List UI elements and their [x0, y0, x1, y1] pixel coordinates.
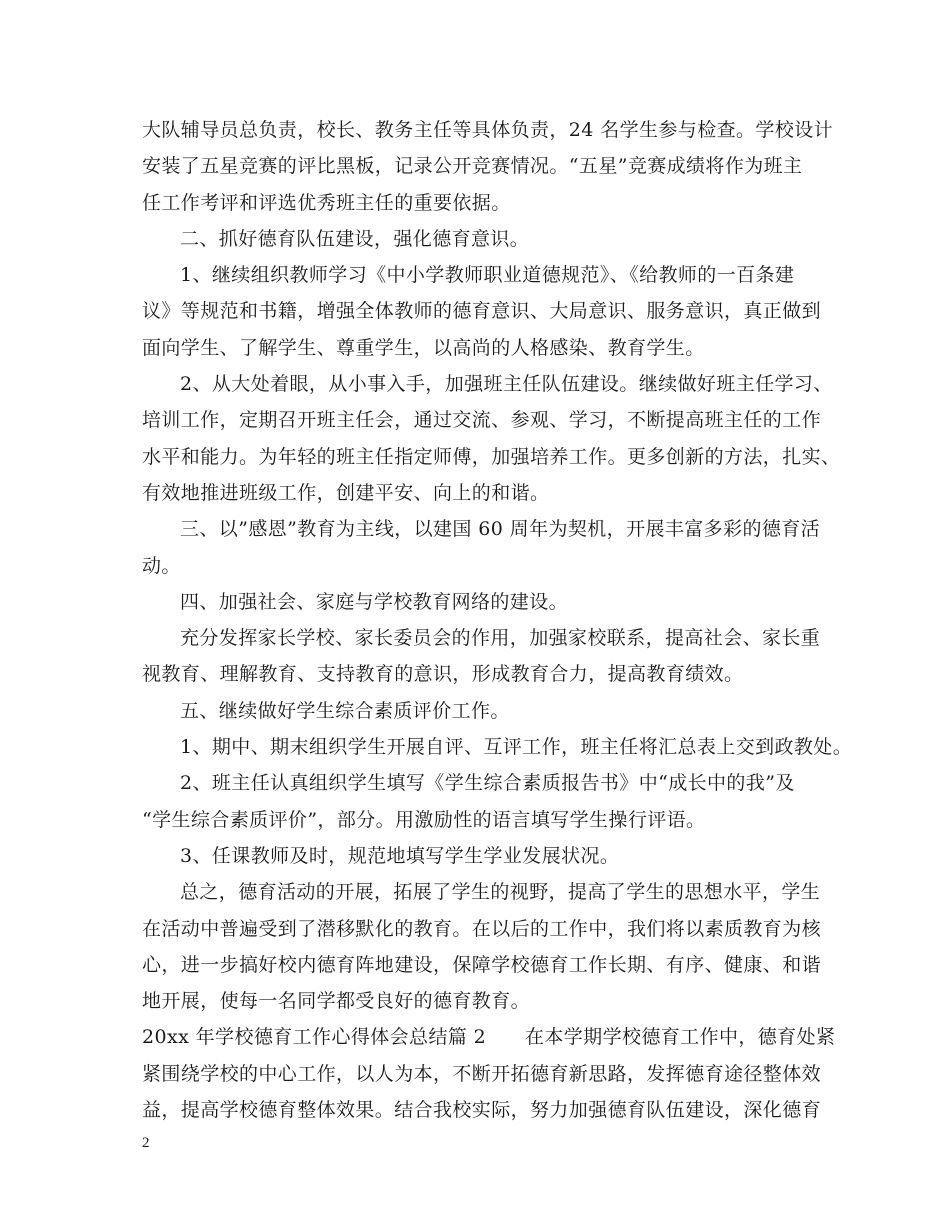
body-text	[142, 112, 853, 1128]
text-line: 1、继续组织教师学习《中小学教师职业道德规范》、《给教师的一百条建	[180, 264, 795, 287]
text-line: 水平和能力。为年轻的班主任指定师傅，加强培养工作。更多创新的方法，扎实、	[142, 445, 841, 468]
text-line: 面向学生、了解学生、尊重学生，以高尚的人格感染、教育学生。	[142, 336, 705, 359]
text-line: 3、任课教师及时，规范地填写学生学业发展状况。	[180, 844, 620, 867]
text-line: 20xx 年学校德育工作心得体会总结篇 2 在本学期学校德育工作中，德育处紧	[142, 1026, 836, 1049]
text-line: 三、以”感恩”教育为主线，以建国 60 周年为契机，开展丰富多彩的德育活	[180, 518, 821, 541]
text-line: 2、从大处着眼，从小事入手，加强班主任队伍建设。继续做好班主任学习、	[180, 373, 833, 396]
text-line: 视教育、理解教育、支持教育的意识，形成教育合力，提高教育绩效。	[142, 663, 744, 686]
text-line: 议》等规范和书籍，增强全体教师的德育意识、大局意识、服务意识，真正做到	[142, 300, 822, 323]
text-line: 二、抓好德育队伍建设，强化德育意识。	[180, 227, 530, 250]
text-line: 在活动中普遍受到了潜移默化的教育。在以后的工作中，我们将以素质教育为核	[142, 917, 822, 940]
text-line: 任工作考评和评选优秀班主任的重要依据。	[142, 191, 511, 214]
text-line: 培训工作，定期召开班主任会，通过交流、参观、学习，不断提高班主任的工作	[142, 409, 822, 432]
text-line: 有效地推进班级工作，创建平安、向上的和谐。	[142, 481, 550, 504]
text-line: 安装了五星竞赛的评比黑板，记录公开竞赛情况。“五星”竞赛成绩将作为班主	[142, 155, 803, 178]
text-line: 充分发挥家长学校、家长委员会的作用，加强家校联系，提高社会、家长重	[180, 627, 821, 650]
text-line: 四、加强社会、家庭与学校教育网络的建设。	[180, 590, 569, 613]
text-line: 地开展，使每一名同学都受良好的德育教育。	[142, 990, 531, 1013]
text-line: 总之，德育活动的开展，拓展了学生的视野，提高了学生的思想水平，学生	[180, 881, 821, 904]
text-line: 1、期中、期末组织学生开展自评、互评工作，班主任将汇总表上交到政教处。	[180, 736, 853, 759]
text-line: 益，提高学校德育整体效果。结合我校实际，努力加强德育队伍建设，深化德育	[142, 1099, 822, 1122]
text-line: 五、继续做好学生综合素质评价工作。	[180, 699, 510, 722]
text-line: 动。	[142, 554, 181, 577]
text-line: 心，进一步搞好校内德育阵地建设，保障学校德育工作长期、有序、健康、和谐	[142, 953, 822, 976]
text-line: 紧围绕学校的中心工作，以人为本，不断开拓德育新思路，发挥德育途径整体效	[142, 1062, 822, 1085]
text-line: 2、班主任认真组织学生填写《学生综合素质报告书》中“成长中的我”及	[180, 772, 795, 795]
text-line: “学生综合素质评价”，部分。用激励性的语言填写学生操行评语。	[142, 808, 706, 831]
page-number: 2	[142, 1135, 150, 1151]
text-line: 大队辅导员总负责，校长、教务主任等具体负责，24 名学生参与检查。学校设计	[142, 119, 834, 141]
